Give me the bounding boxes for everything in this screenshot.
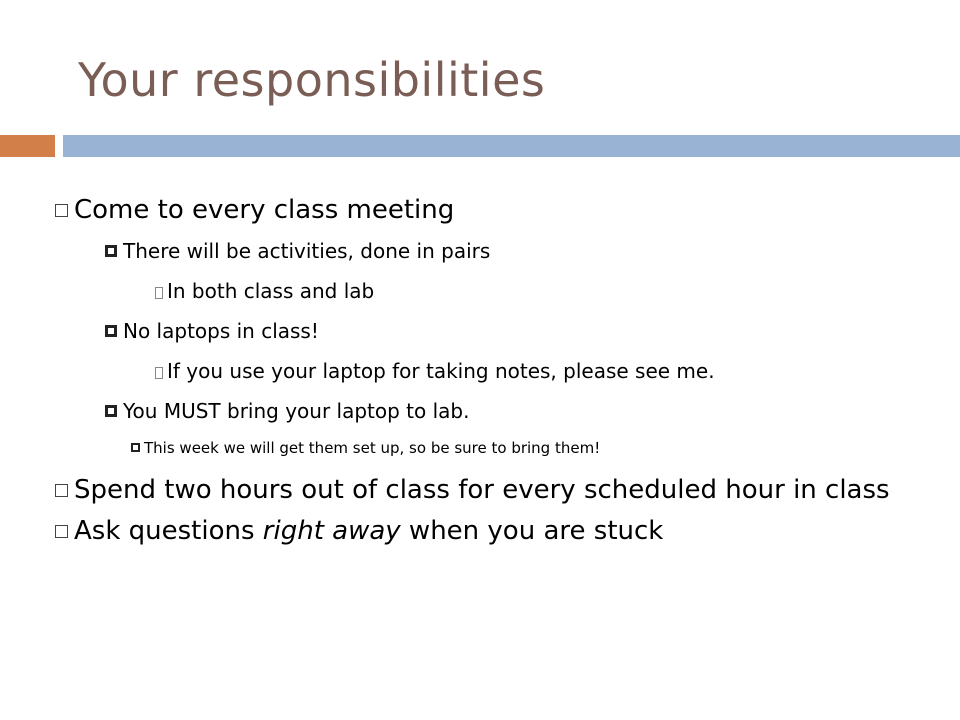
bullet-item [55,511,935,552]
small-box-bullet-icon [155,367,163,379]
bullet-text: Come to every class meeting [74,195,455,225]
square-bullet-icon [55,525,68,538]
filled-square-bullet-icon [105,405,117,417]
sub-sub-bullet-item [55,351,935,391]
sub-sub-bullet-text: In both class and lab [167,279,375,303]
bullet-text-start: Ask questions [74,516,263,546]
small-box-bullet-icon [155,287,163,299]
sub-sub-bullet-text: This week we will get them set up, so be sure to bring them! [144,439,601,457]
bullet-text: Spend two hours out of class for every scheduled hour in class [74,475,890,505]
sub-sub-bullet-item [55,431,935,465]
sub-bullet-item [55,231,935,271]
sub-sub-bullet-text: If you use your laptop for taking notes, please see me. [167,359,715,383]
bullet-list [55,190,935,552]
title-accent-bar [0,135,55,157]
filled-square-bullet-icon [131,443,140,452]
slide-title: Your responsibilities [78,53,546,107]
sub-bullet-item [55,311,935,351]
bullet-text-end: when you are stuck [400,516,664,546]
filled-square-bullet-icon [105,245,117,257]
bullet-item [55,190,935,231]
sub-bullet-text: You MUST bring your laptop to lab. [123,399,470,423]
title-divider-bar [63,135,960,157]
sub-bullet-item [55,391,935,431]
bullet-item [55,469,935,511]
sub-sub-bullet-item [55,271,935,311]
square-bullet-icon [55,484,68,497]
sub-bullet-text: No laptops in class! [123,319,319,343]
square-bullet-icon [55,204,68,217]
bullet-text-emphasis: right away [262,516,401,546]
filled-square-bullet-icon [105,325,117,337]
sub-bullet-text: There will be activities, done in pairs [123,239,491,263]
